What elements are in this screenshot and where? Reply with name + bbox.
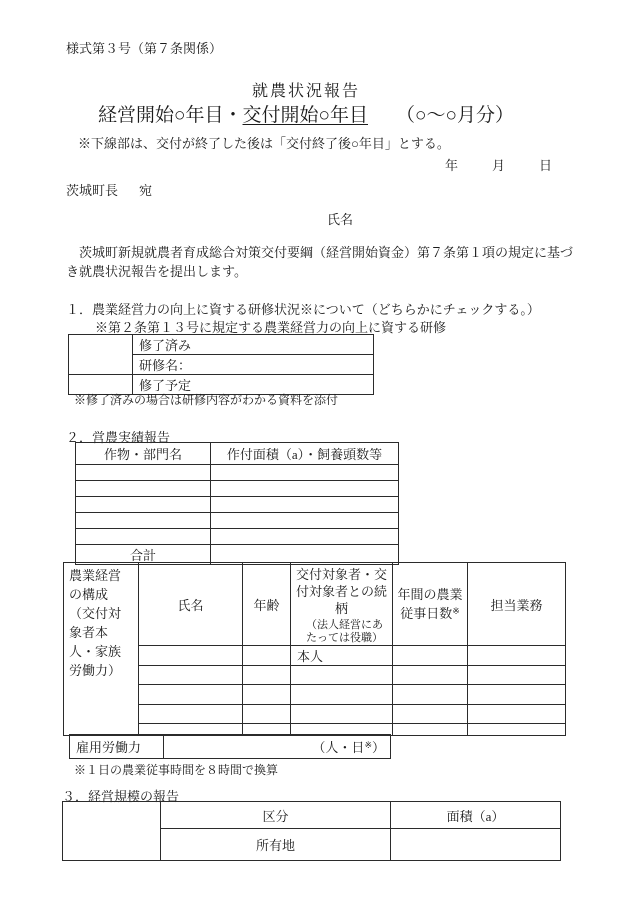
employment-row	[69, 734, 391, 759]
section1-note: ※修了済みの場合は研修内容がわかる資料を添付	[74, 393, 339, 407]
training-name-cell[interactable]: 研修名：	[133, 355, 374, 375]
member-days-cell[interactable]	[393, 646, 468, 666]
member-name-cell[interactable]	[139, 646, 243, 666]
area-cell[interactable]	[211, 481, 399, 497]
crops-table	[75, 442, 399, 565]
addressee-suffix: 宛	[139, 183, 153, 198]
area-cell[interactable]	[211, 497, 399, 513]
employment-label-cell: 雇用労働力	[70, 735, 164, 759]
self-relation-cell: 本人	[291, 646, 393, 666]
crop-cell[interactable]	[76, 465, 211, 481]
subtitle-plain-text: 経営開始○年目・	[98, 105, 243, 126]
member-age-cell[interactable]	[243, 705, 291, 724]
member-age-cell[interactable]	[243, 646, 291, 666]
training-status-table	[68, 334, 374, 395]
member-relation-cell[interactable]	[291, 666, 393, 685]
addressee-name: 茨城町長	[66, 183, 119, 198]
addressee	[66, 180, 152, 199]
submission-statement: 茨城町新規就農者育成総合対策交付要綱（経営開始資金）第７条第１項の規定に基づき就農状況報告を提出します。	[66, 245, 574, 279]
member-age-cell[interactable]	[243, 685, 291, 705]
crop-cell[interactable]	[76, 481, 211, 497]
area-unit-header: 面積（a）	[391, 802, 561, 829]
crop-cell[interactable]	[76, 529, 211, 545]
scale-blank-label-cell	[63, 802, 161, 861]
category-header: 区分	[161, 802, 391, 829]
crop-cell[interactable]	[76, 513, 211, 529]
labor-table	[63, 562, 566, 736]
form-number: 様式第３号（第７条関係）	[66, 41, 223, 56]
member-age-cell[interactable]	[243, 666, 291, 685]
subtitle-month-range: （○～○月分）	[396, 105, 514, 126]
member-name-cell[interactable]	[139, 685, 243, 705]
labor-structure-label: 農業経営の構成（交付対象者本人・家族労働力）	[64, 563, 139, 736]
date-line	[445, 155, 552, 174]
name-label: 氏名	[327, 212, 354, 227]
employment-unit-suffix: ）	[371, 740, 385, 755]
days-header-text: 年間の農業従事日数	[397, 586, 463, 621]
age-header: 年齢	[243, 563, 291, 646]
document-title: 就農状況報告	[251, 83, 360, 100]
member-relation-cell[interactable]	[291, 705, 393, 724]
member-duty-cell[interactable]	[468, 685, 566, 705]
member-name-cell[interactable]	[139, 705, 243, 724]
relation-header-text: 交付対象者・交付対象者との続柄	[295, 567, 387, 616]
days-header-sup: ※	[452, 605, 460, 616]
days-header	[393, 563, 468, 646]
member-duty-cell[interactable]	[468, 646, 566, 666]
section1-subtitle: ※第２条第１３号に規定する農業経営力の向上に資する研修	[95, 320, 447, 335]
section2-title: ２．営農実績報告	[66, 430, 171, 445]
area-header-cell: 作付面積（a）・飼養頭数等	[211, 443, 399, 465]
relation-header-note: （法人経営にあたっては役職）	[306, 619, 383, 644]
owned-land-cell: 所有地	[161, 829, 391, 861]
planned-option-label: 修了予定	[133, 375, 374, 395]
member-duty-cell[interactable]	[468, 705, 566, 724]
name-header: 氏名	[139, 563, 243, 646]
duty-header: 担当業務	[468, 563, 566, 646]
checkbox-completed-cell[interactable]	[69, 335, 133, 375]
area-cell[interactable]	[211, 529, 399, 545]
member-days-cell[interactable]	[393, 685, 468, 705]
scale-table	[62, 801, 561, 861]
section3-title: ３．経営規模の報告	[62, 789, 180, 804]
total-label-cell: 合計	[76, 545, 211, 565]
employment-note: ※１日の農業従事時間を８時間で換算	[74, 763, 279, 777]
member-duty-cell[interactable]	[468, 666, 566, 685]
employment-unit-prefix: （人・日	[312, 740, 365, 755]
member-name-cell[interactable]	[139, 666, 243, 685]
month-label: 月	[492, 158, 506, 173]
member-duty-cell[interactable]	[468, 724, 566, 736]
area-cell[interactable]	[211, 465, 399, 481]
crop-header-cell: 作物・部門名	[76, 443, 211, 465]
relation-header	[291, 563, 393, 646]
underline-note: ※下線部は、交付が終了した後は「交付終了後○年目」とする。	[78, 136, 450, 151]
completed-option-label: 修了済み	[133, 335, 374, 355]
employment-unit-sup: ※	[364, 740, 372, 750]
member-relation-cell[interactable]	[291, 685, 393, 705]
member-days-cell[interactable]	[393, 705, 468, 724]
member-days-cell[interactable]	[393, 724, 468, 736]
owned-area-cell[interactable]	[391, 829, 561, 861]
day-label: 日	[539, 158, 553, 173]
employment-value-cell[interactable]	[164, 735, 391, 759]
crop-cell[interactable]	[76, 497, 211, 513]
area-cell[interactable]	[211, 513, 399, 529]
year-label: 年	[445, 158, 459, 173]
member-days-cell[interactable]	[393, 666, 468, 685]
document-subtitle	[0, 100, 612, 127]
subtitle-underlined-text: 交付開始○年目	[242, 105, 368, 126]
section1-title: １．農業経営力の向上に資する研修状況※について（どちらかにチェックする。）	[66, 302, 540, 317]
